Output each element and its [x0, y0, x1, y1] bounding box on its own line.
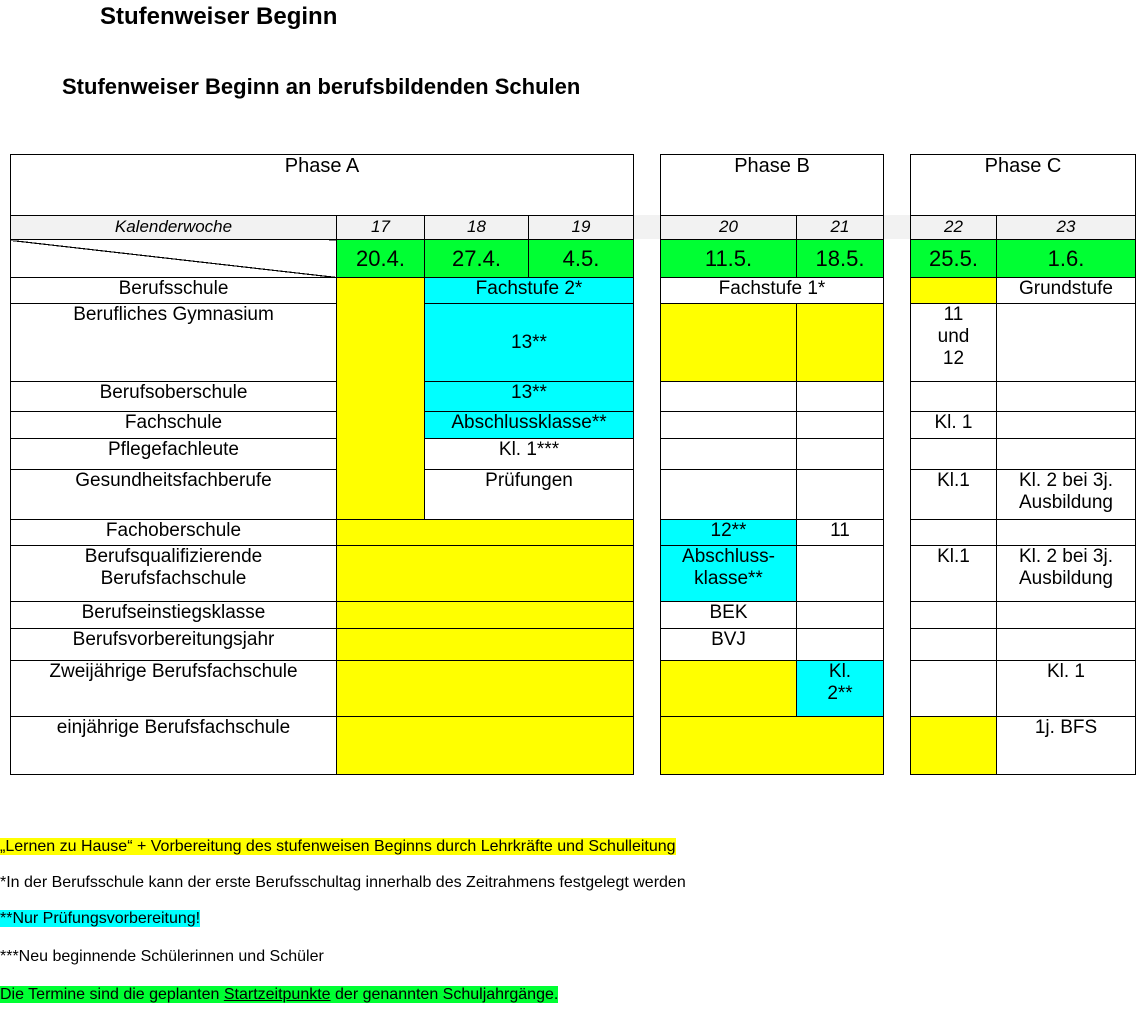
cell-yellow — [337, 629, 634, 661]
cell-yellow — [337, 602, 634, 629]
cell-empty — [911, 439, 997, 470]
page-title: Stufenweiser Beginn — [100, 3, 338, 30]
row-label-ebfs: einjährige Berufsfachschule — [11, 717, 337, 775]
row-label-fachoberschule: Fachoberschule — [11, 520, 337, 546]
cell-b-fos-20: 12** — [661, 520, 797, 546]
cell-b-fos-21: 11 — [797, 520, 884, 546]
cell-b-bqbfs-20 — [661, 546, 797, 602]
cell-yellow — [661, 304, 797, 382]
cell-b-bek: BEK — [661, 602, 797, 629]
legend-green-text — [0, 986, 558, 1003]
cell-empty — [797, 470, 884, 520]
cell-yellow — [337, 546, 634, 602]
cell-empty — [797, 412, 884, 439]
legend-star2-text: **Nur Prüfungsvorbereitung! — [0, 910, 201, 927]
cell-empty — [797, 439, 884, 470]
cell-empty — [661, 439, 797, 470]
cell-a-gesundheit: Prüfungen — [425, 470, 634, 520]
cell-c-gymnasium — [911, 304, 997, 382]
cell-c-gesundheit-23: Kl. 2 bei 3j. Ausbildung — [997, 470, 1136, 520]
cell-empty — [797, 382, 884, 412]
cell-b-bvj: BVJ — [661, 629, 797, 661]
cell-empty — [911, 520, 997, 546]
gap-band — [634, 215, 661, 239]
row-label-pflege: Pflegefachleute — [11, 439, 337, 470]
week-17: 17 — [337, 216, 425, 240]
week-22: 22 — [911, 216, 997, 240]
cell-yellow — [661, 717, 884, 775]
cell-yellow — [911, 717, 997, 775]
date-20: 11.5. — [661, 240, 797, 278]
phase-b-table — [660, 154, 884, 775]
cell-empty — [797, 546, 884, 602]
cell-empty — [911, 382, 997, 412]
cell-empty — [997, 520, 1136, 546]
cell-empty — [797, 602, 884, 629]
cell-empty — [997, 304, 1136, 382]
cell-yellow — [337, 717, 634, 775]
date-19: 4.5. — [529, 240, 634, 278]
date-22: 25.5. — [911, 240, 997, 278]
cell-b-berufsschule: Fachstufe 1* — [661, 278, 884, 304]
phase-a-header: Phase A — [11, 155, 634, 216]
cell-yellow — [797, 304, 884, 382]
cell-c-berufsschule: Grundstufe — [997, 278, 1136, 304]
row-label-zbfs: Zweijährige Berufsfachschule — [11, 661, 337, 717]
cell-empty — [997, 629, 1136, 661]
row-label-berufsschule: Berufsschule — [11, 278, 337, 304]
row-label-gymnasium: Berufliches Gymnasium — [11, 304, 337, 382]
date-21: 18.5. — [797, 240, 884, 278]
cell-c-bqbfs-23: Kl. 2 bei 3j. Ausbildung — [997, 546, 1136, 602]
legend-star1: *In der Berufsschule kann der erste Berufsschultag innerhalb des Zeitrahmens festgelegt werden — [0, 874, 686, 891]
cell-yellow — [661, 661, 797, 717]
cell-c-zbfs-23: Kl. 1 — [997, 661, 1136, 717]
cell-empty — [911, 602, 997, 629]
row-label-gesundheit: Gesundheitsfachberufe — [11, 470, 337, 520]
cell-empty — [661, 382, 797, 412]
cell-empty — [997, 412, 1136, 439]
legend-star3: ***Neu beginnende Schülerinnen und Schüler — [0, 948, 324, 965]
legend-yellow — [0, 837, 676, 857]
week-19: 19 — [529, 216, 634, 240]
date-18: 27.4. — [425, 240, 529, 278]
diagonal-corner — [11, 240, 337, 278]
date-17: 20.4. — [337, 240, 425, 278]
cell-a-pflege: Kl. 1*** — [425, 439, 634, 470]
week-20: 20 — [661, 216, 797, 240]
cell-c-gymnasium-text: 11 und 12 — [937, 304, 970, 369]
cell-empty — [797, 629, 884, 661]
cell-yellow — [911, 278, 997, 304]
legend-green-post: der genannten Schuljahrgänge. — [330, 986, 559, 1003]
cell-b-zbfs-21 — [797, 661, 884, 717]
kw-label: Kalenderwoche — [11, 216, 337, 240]
week-18: 18 — [425, 216, 529, 240]
week-21: 21 — [797, 216, 884, 240]
legend-green-underlined: Startzeitpunkte — [223, 986, 331, 1003]
cell-empty — [911, 629, 997, 661]
cell-c-fachschule: Kl. 1 — [911, 412, 997, 439]
cell-a-berufsschule: Fachstufe 2* — [425, 278, 634, 304]
row-label-bek: Berufseinstiegsklasse — [11, 602, 337, 629]
row-label-fachschule: Fachschule — [11, 412, 337, 439]
legend-green-pre: Die Termine sind die geplanten — [0, 986, 224, 1003]
cell-b-zbfs-text: Kl. 2** — [827, 661, 853, 704]
cell-empty — [661, 470, 797, 520]
cell-yellow — [337, 278, 425, 520]
row-label-berufsoberschule: Berufsoberschule — [11, 382, 337, 412]
page-subtitle: Stufenweiser Beginn an berufsbildenden Schulen — [62, 74, 581, 99]
legend-green — [0, 985, 558, 1005]
cell-c-bqbfs-22: Kl.1 — [911, 546, 997, 602]
cell-yellow — [337, 520, 634, 546]
cell-a-fachschule: Abschlussklasse** — [425, 412, 634, 439]
cell-empty — [911, 661, 997, 717]
cell-b-bqbfs-text: Abschluss-klasse** — [682, 546, 775, 589]
week-23: 23 — [997, 216, 1136, 240]
date-23: 1.6. — [997, 240, 1136, 278]
cell-empty — [997, 602, 1136, 629]
row-label-bqbfs: Berufsqualifizierende Berufsfachschule — [11, 546, 337, 602]
cell-a-berufsoberschule: 13** — [425, 382, 634, 412]
cell-empty — [997, 439, 1136, 470]
phase-b-header: Phase B — [661, 155, 884, 216]
phase-c-header: Phase C — [911, 155, 1136, 216]
phase-a-table — [10, 154, 634, 775]
legend-yellow-text: „Lernen zu Hause“ + Vorbereitung des stufenweisen Beginns durch Lehrkräfte und Schulleitung — [0, 838, 676, 855]
legend-star2 — [0, 909, 200, 929]
cell-yellow — [337, 661, 634, 717]
cell-c-gesundheit-22: Kl.1 — [911, 470, 997, 520]
cell-c-ebfs-23: 1j. BFS — [997, 717, 1136, 775]
cell-empty — [997, 382, 1136, 412]
gap-band — [884, 215, 911, 239]
row-label-bvj: Berufsvorbereitungsjahr — [11, 629, 337, 661]
cell-a-gymnasium: 13** — [425, 304, 634, 382]
phase-c-table — [910, 154, 1136, 775]
cell-empty — [661, 412, 797, 439]
